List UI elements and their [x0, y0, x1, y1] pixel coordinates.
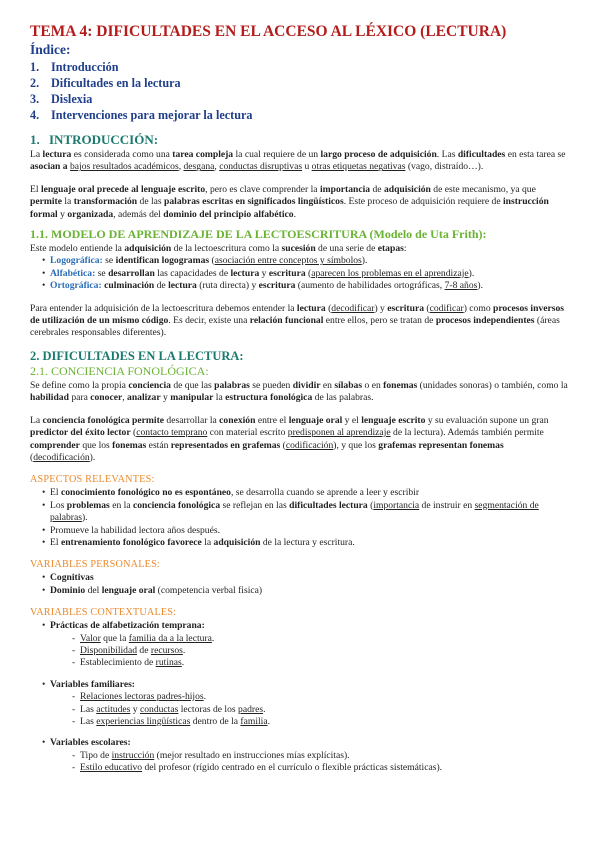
sub-list: [50, 691, 570, 728]
list-item: - Valor que la familia da a la lectura.: [72, 633, 570, 645]
sub-list: [50, 633, 570, 670]
index-item: 2. Dificultades en la lectura: [30, 76, 181, 90]
section-2-heading: 2. DIFICULTADES EN LA LECTURA:: [30, 348, 244, 363]
paragraph: Este modelo entiende la adquisición de la lectoescritura como la sucesión de una serie de etapas:: [30, 243, 407, 255]
stages-list: [30, 255, 570, 292]
list-item: • Los problemas en la conciencia fonológica se reflejan en las dificultades lectura (importancia de instruir en segmentación de palabras).: [42, 500, 570, 525]
index-list: [30, 59, 570, 123]
list-item: • El conocimiento fonológico no es espontáneo, se desarrolla cuando se aprende a leer y escribir: [42, 487, 570, 499]
paragraph: La lectura es considerada como una tarea compleja la cual requiere de un largo proceso de adquisición. Las dificultades en esta tarea se asocian a bajos resultados académicos, desgana, conductas disruptivas u otras etiquetas negativas (vago, distraído…).: [30, 149, 566, 173]
list-item: - Disponibilidad de recursos.: [72, 645, 570, 657]
list-item: - Estilo educativo del profesor (rígido centrado en el currículo o flexible prácticas sistemáticas).: [72, 762, 570, 774]
list-item: • Prácticas de alfabetización temprana: - Valor que la familia da a la lectura. - Disponibilidad de recursos. - Establecimiento de rutinas.: [42, 620, 570, 670]
list-item: - Las actitudes y conductas lectoras de los padres.: [72, 704, 570, 716]
personales-list: [30, 572, 570, 597]
list-item: • Promueve la habilidad lectora años después.: [42, 525, 570, 537]
section-1-heading: 1. INTRODUCCIÓN:: [30, 132, 159, 147]
aspectos-heading: ASPECTOS RELEVANTES:: [30, 474, 155, 486]
paragraph: La conciencia fonológica permite desarrollar la conexión entre el lenguaje oral y el lenguaje escrito y su evaluación supone un gran predictor del éxito lector (contacto temprano con material escrito predisponen al aprendizaje de la lectura). Además también permite comprender que los fonemas están representados en grafemas (codificación), y que los grafemas representan fonemas (decodificación).: [30, 414, 549, 463]
list-item: • Ortográfica: culminación de lectura (ruta directa) y escritura (aumento de habilidades ortográficas, 7-8 años).: [42, 280, 570, 292]
list-item: • Alfabética: se desarrollan las capacidades de lectura y escritura (aparecen los problemas en el aprendizaje).: [42, 268, 570, 280]
list-item: - Establecimiento de rutinas.: [72, 657, 570, 669]
document-title: TEMA 4: DIFICULTADES EN EL ACCESO AL LÉXICO (LECTURA): [30, 23, 507, 40]
contextuales-list: [30, 620, 570, 774]
section-2-1-heading: 2.1. CONCIENCIA FONOLÓGICA:: [30, 363, 209, 378]
index-item: 1. Introducción: [30, 60, 119, 74]
index-title: Índice:: [30, 42, 71, 57]
index-item: 4. Intervenciones para mejorar la lectura: [30, 108, 253, 122]
list-item: - Tipo de instrucción (mejor resultado en instrucciones mías explícitas).: [72, 750, 570, 762]
list-item: • Dominio del lenguaje oral (competencia verbal fisica): [42, 585, 570, 597]
list-item: - Las experiencias lingüísticas dentro de la familia.: [72, 716, 570, 728]
list-item: • Variables escolares: - Tipo de instrucción (mejor resultado en instrucciones mías explícitas). - Estilo educativo del profesor (rígido centrado en el currículo o flexible prácticas sistemáticas).: [42, 737, 570, 774]
list-item: - Relaciones lectoras padres-hijos.: [72, 691, 570, 703]
paragraph: El lenguaje oral precede al lenguaje escrito, pero es clave comprender la importancia de adquisición de este mecanismo, ya que permite la transformación de las palabras escritas en significados lingüísticos. Este proceso de adquisición requiere de instrucción formal y organizada, además del dominio del principio alfabético.: [30, 183, 549, 220]
list-item: • Variables familiares: - Relaciones lectoras padres-hijos. - Las actitudes y conductas lectoras de los padres. - Las experiencias lingüísticas dentro de la familia.: [42, 679, 570, 729]
sub-list: [50, 750, 570, 775]
aspectos-list: [30, 487, 570, 549]
list-item: • Cognitivas: [42, 572, 570, 584]
list-item: • Logográfica: se identifican logogramas (asociación entre conceptos y símbolos).: [42, 255, 570, 267]
paragraph: Se define como la propia conciencia de que las palabras se pueden dividir en sílabas o en fonemas (unidades sonoras) o también, como la habilidad para conocer, analizar y manipular la estructura fonológica de las palabras.: [30, 379, 568, 404]
paragraph: Para entender la adquisición de la lectoescritura debemos entender la lectura (decodificar) y escritura (codificar) como procesos inversos de utilización de un mismo código. Es decir, existe una relación funcional entre ellos, pero se tratan de procesos independientes (áreas cerebrales responsables diferentes).: [30, 302, 564, 339]
section-1-1-heading: 1.1. MODELO DE APRENDIZAJE DE LA LECTOESCRITURA (Modelo de Uta Frith):: [30, 227, 487, 242]
contextuales-heading: VARIABLES CONTEXTUALES:: [30, 607, 177, 619]
list-item: • El entrenamiento fonológico favorece la adquisición de la lectura y escritura.: [42, 537, 570, 549]
index-item: 3. Dislexia: [30, 92, 93, 106]
personales-heading: VARIABLES PERSONALES:: [30, 559, 160, 571]
